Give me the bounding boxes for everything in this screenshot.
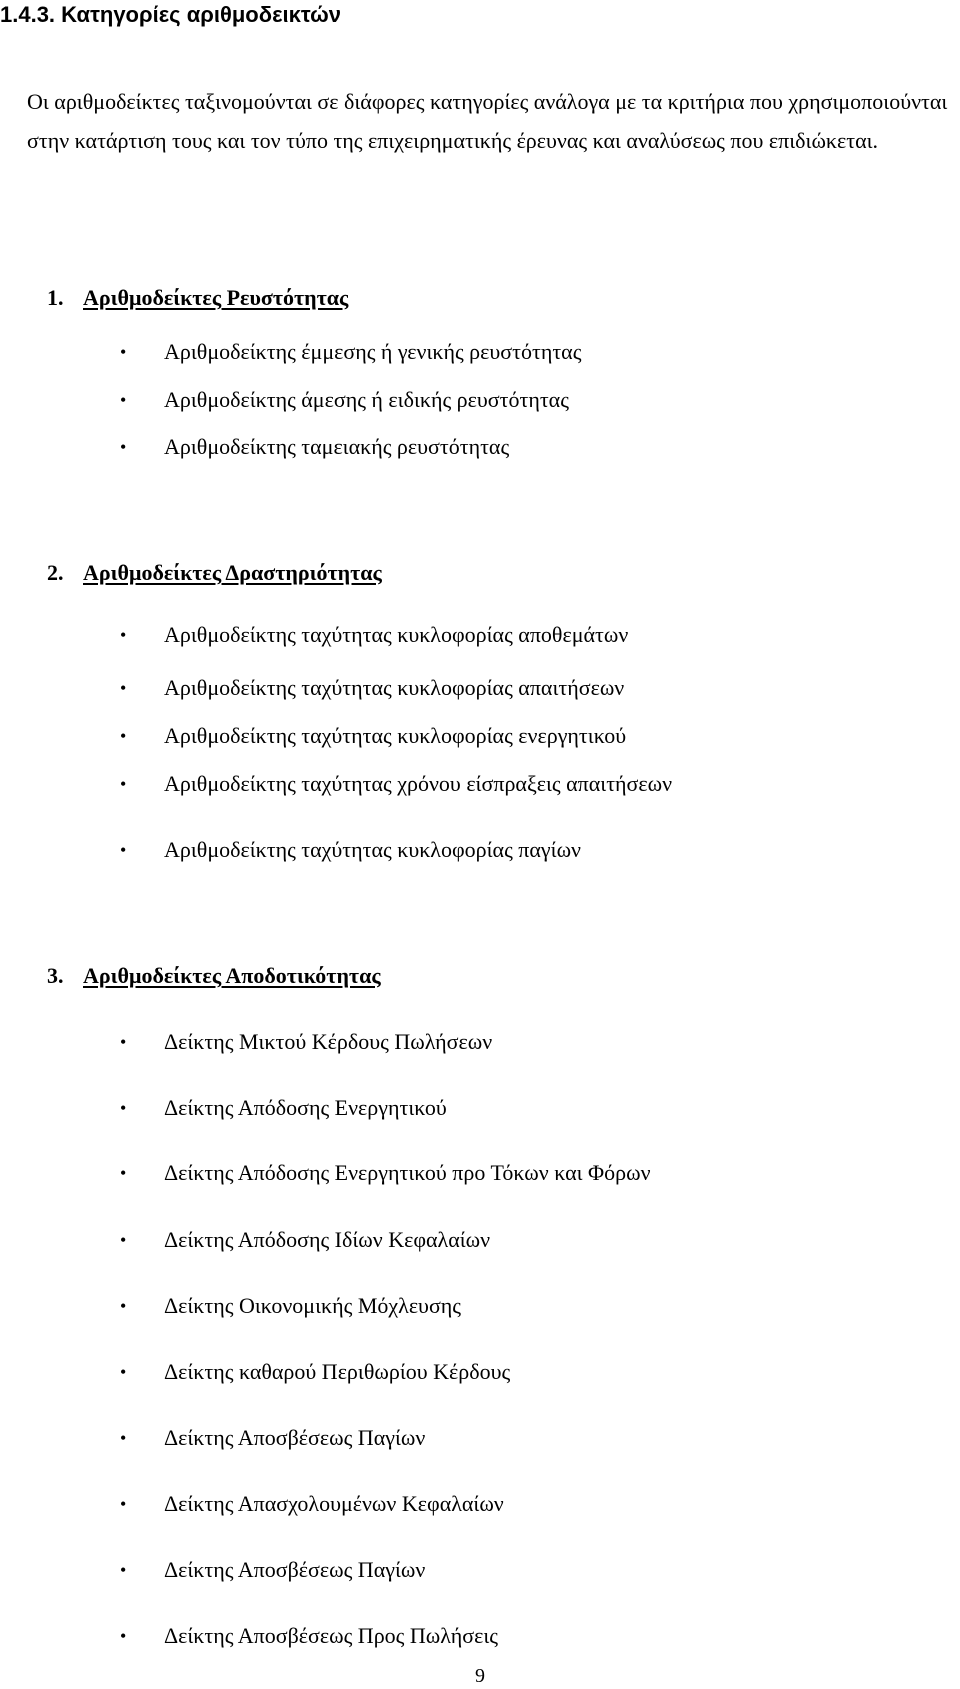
bullet-icon: •	[120, 1560, 127, 1580]
bullet-icon: •	[120, 1230, 127, 1250]
bullet-icon: •	[120, 342, 127, 362]
section-title-text: Αριθμοδείκτες Δραστηριότητας	[83, 560, 382, 585]
section-number: 3.	[47, 963, 64, 988]
section-title-liquidity	[47, 283, 348, 313]
bullet-icon: •	[120, 1163, 127, 1183]
bullet-icon: •	[120, 678, 127, 698]
bullet-icon: •	[120, 774, 127, 794]
bullet-icon: •	[120, 390, 127, 410]
section-title-text: Αριθμοδείκτες Αποδοτικότητας	[83, 963, 381, 988]
bullet-icon: •	[120, 1032, 127, 1052]
bullet-icon: •	[120, 437, 127, 457]
intro-paragraph: Οι αριθμοδείκτες ταξινομούνται σε διάφορες κατηγορίες ανάλογα με τα κριτήρια που χρησιμοποιούνται στην κατάρτιση τους και τον τύπο της επιχειρηματικής έρευνας και αναλύσεως που επιδιώκεται.	[27, 89, 948, 153]
section-number: 2.	[47, 560, 64, 585]
section-title-activity	[47, 558, 382, 588]
bullet-icon: •	[120, 840, 127, 860]
section-heading: 1.4.3. Κατηγορίες αριθμοδεικτών	[0, 2, 341, 27]
bullet-icon: •	[120, 1626, 127, 1646]
bullet-icon: •	[120, 1494, 127, 1514]
bullet-icon: •	[120, 726, 127, 746]
bullet-icon: •	[120, 1428, 127, 1448]
bullet-icon: •	[120, 1362, 127, 1382]
bullet-icon: •	[120, 625, 127, 645]
section-title-profitability	[47, 961, 381, 991]
page-number: 9	[475, 1665, 485, 1687]
section-title-text: Αριθμοδείκτες Ρευστότητας	[83, 285, 349, 310]
bullet-icon: •	[120, 1098, 127, 1118]
section-number: 1.	[47, 285, 64, 310]
bullet-icon: •	[120, 1296, 127, 1316]
